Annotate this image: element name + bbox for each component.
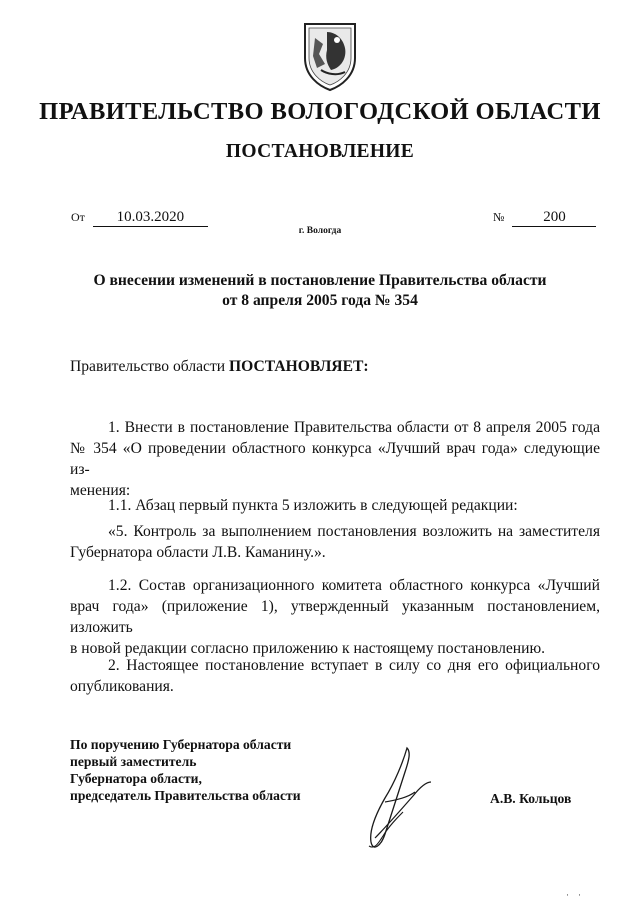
subject-line-2: от 8 апреля 2005 года № 354	[222, 292, 418, 309]
signatory-line-4: председатель Правительства области	[70, 788, 301, 803]
number-line	[493, 208, 596, 227]
coat-of-arms-icon	[301, 18, 359, 92]
paragraph-1-line-2: № 354 «О проведении областного конкурса «Лучший врач года» следующие из-	[70, 440, 600, 478]
signer-name: А.В. Кольцов	[490, 791, 572, 806]
paragraph-2-line-2: опубликования.	[70, 678, 174, 695]
resolves-line	[70, 356, 369, 377]
quote-paragraph	[70, 521, 600, 563]
signatory-line-1: По поручению Губернатора области	[70, 737, 292, 752]
signatory-line-3: Губернатора области,	[70, 771, 202, 786]
resolves-prefix: Правительство области	[70, 358, 230, 375]
document-type: ПОСТАНОВЛЕНИЕ	[225, 141, 415, 162]
paragraph-1-line-1: 1. Внести в постановление Правительства области от 8 апреля 2005 года	[108, 419, 600, 436]
paragraph-1-line-3: менения:	[70, 482, 131, 499]
scan-speck: ·	[578, 890, 581, 900]
date-prefix: От	[71, 210, 85, 224]
paragraph-2	[70, 655, 600, 697]
number-prefix: №	[493, 210, 505, 224]
quote-line-2: Губернатора области Л.В. Каманину.».	[70, 544, 326, 561]
city: г. Вологда	[298, 226, 342, 236]
decree-date: 10.03.2020	[93, 209, 208, 227]
decree-number: 200	[512, 209, 596, 227]
subject-line-1: О внесении изменений в постановление Правительства области	[93, 272, 547, 289]
paragraph-1-2-line-3: в новой редакции согласно приложению к настоящему постановлению.	[70, 640, 546, 657]
paragraph-1-2-line-1: 1.2. Состав организационного комитета областного конкурса «Лучший	[108, 577, 600, 594]
signatory-position	[70, 736, 301, 804]
resolves-keyword: ПОСТАНОВЛЯЕТ:	[229, 358, 369, 375]
paragraph-1-1: 1.1. Абзац первый пункта 5 изложить в следующей редакции:	[108, 497, 518, 514]
paragraph-1	[70, 417, 600, 501]
signatory-line-2: первый заместитель	[70, 754, 197, 769]
handwritten-signature-icon	[355, 742, 445, 862]
decree-subject	[0, 271, 640, 311]
date-line	[71, 208, 208, 227]
government-title: ПРАВИТЕЛЬСТВО ВОЛОГОДСКОЙ ОБЛАСТИ	[39, 98, 601, 125]
quote-line-1: «5. Контроль за выполнением постановления возложить на заместителя	[108, 523, 600, 540]
paragraph-1-2-line-2: врач года» (приложение 1), утвержденный указанным постановлением, изложить	[70, 598, 600, 636]
paragraph-1-2	[70, 575, 600, 659]
paragraph-2-line-1: 2. Настоящее постановление вступает в силу со дня его официального	[108, 657, 600, 674]
scan-speck: ·	[566, 890, 569, 900]
